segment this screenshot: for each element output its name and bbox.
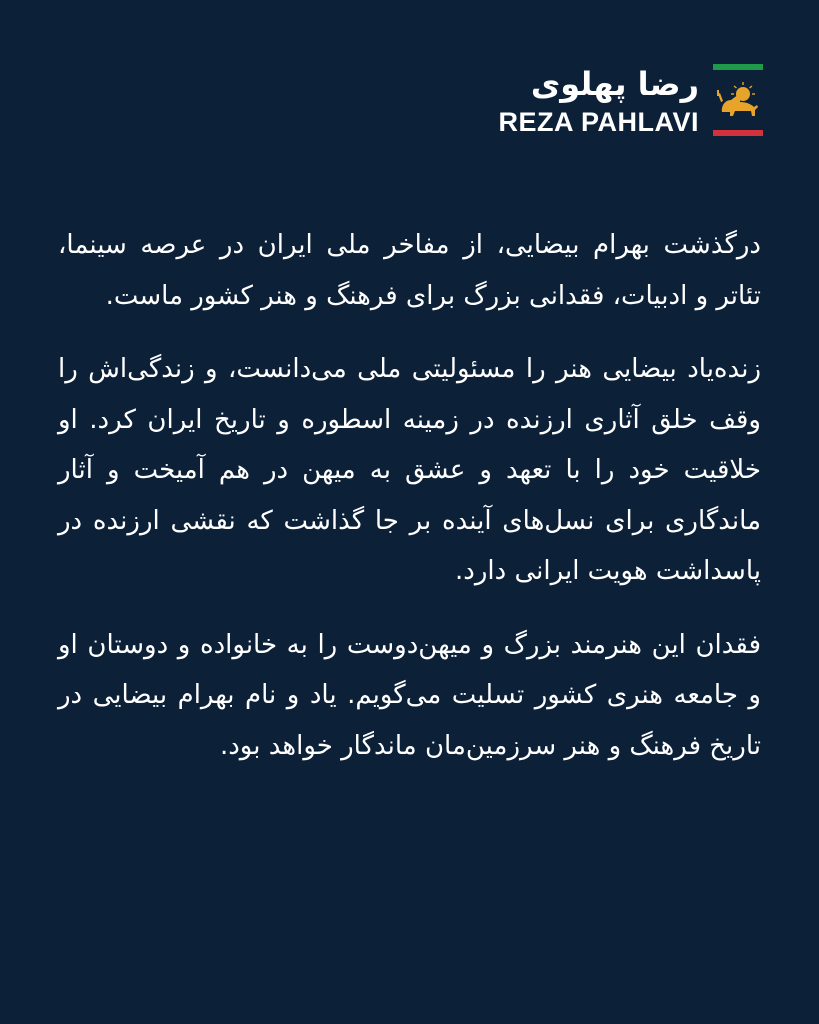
logo-name-persian: رضا پهلوی [530,65,699,103]
logo-name-english: REZA PAHLAVI [498,107,699,137]
logo [499,62,764,138]
flag-emblem [713,62,763,138]
logo-text [499,62,700,138]
flag-green-band [713,64,763,70]
statement-paragraph-2: زنده‌یاد بیضایی هنر را مسئولیتی ملی می‌دانست، و زندگی‌اش را وقف خلق آثاری ارزنده در زمینه اسطوره و تاریخ ایران کرد. او خلاقیت خود را با تعهد و عشق به میهن در هم آمیخت و آثار ماندگاری برای نسل‌های آینده بر جا گذاشت که نقشی ارزنده در پاسداشت هویت ایرانی دارد. [58,354,761,586]
flag-red-band [713,130,763,136]
statement-paragraph-3: فقدان این هنرمند بزرگ و میهن‌دوست را به خانواده و دوستان او و جامعه هنری کشور تسلیت می‌گویم. یاد و نام بهرام بیضایی در تاریخ فرهنگ و هنر سرزمین‌مان ماندگار خواهد بود. [58,629,761,761]
statement-paragraph-1: درگذشت بهرام بیضایی، از مفاخر ملی ایران در عرصه سینما، تئاتر و ادبیات، فقدانی بزرگ برای فرهنگ و هنر کشور ماست. [58,230,761,311]
lion-and-sun-icon [713,78,763,122]
statement-body [58,220,761,794]
